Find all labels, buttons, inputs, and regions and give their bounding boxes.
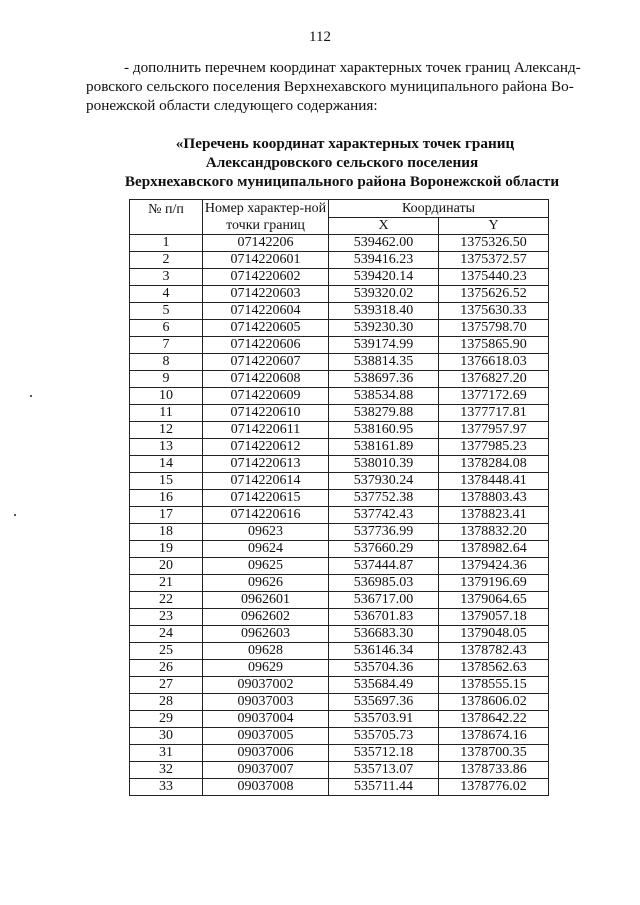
cell-number: 32 [130,762,203,779]
cell-y: 1378982.64 [439,541,549,558]
cell-number: 26 [130,660,203,677]
cell-point-number: 09037007 [203,762,329,779]
cell-y: 1378803.43 [439,490,549,507]
table-row [130,711,549,728]
cell-y: 1378674.16 [439,728,549,745]
cell-point-number: 0962601 [203,592,329,609]
intro-line: ровского сельского поселения Верхнехавского муниципального района Во- [86,78,574,95]
cell-point-number: 09037003 [203,694,329,711]
cell-y: 1375326.50 [439,235,549,252]
table-row [130,235,549,252]
table-row [130,388,549,405]
cell-x: 535712.18 [329,745,439,762]
cell-y: 1378284.08 [439,456,549,473]
table-row [130,456,549,473]
cell-point-number: 09626 [203,575,329,592]
table-row [130,592,549,609]
cell-number: 24 [130,626,203,643]
cell-number: 22 [130,592,203,609]
cell-number: 23 [130,609,203,626]
table-row [130,626,549,643]
cell-point-number: 0714220607 [203,354,329,371]
coordinates-table [129,199,549,796]
table-row [130,762,549,779]
cell-point-number: 0714220603 [203,286,329,303]
table-row [130,575,549,592]
cell-x: 539420.14 [329,269,439,286]
cell-x: 538697.36 [329,371,439,388]
cell-number: 3 [130,269,203,286]
cell-point-number: 0714220606 [203,337,329,354]
table-row [130,694,549,711]
table-row [130,660,549,677]
title-line: Верхнехавского муниципального района Воронежской области [124,173,560,190]
cell-y: 1378562.63 [439,660,549,677]
cell-x: 537930.24 [329,473,439,490]
cell-y: 1375630.33 [439,303,549,320]
cell-x: 538010.39 [329,456,439,473]
cell-x: 537752.38 [329,490,439,507]
cell-x: 538160.95 [329,422,439,439]
cell-x: 539318.40 [329,303,439,320]
cell-x: 536717.00 [329,592,439,609]
table-row [130,677,549,694]
cell-x: 536985.03 [329,575,439,592]
header-x: X [329,218,439,235]
cell-number: 20 [130,558,203,575]
table-row [130,252,549,269]
cell-number: 8 [130,354,203,371]
cell-point-number: 0714220613 [203,456,329,473]
cell-x: 535705.73 [329,728,439,745]
table-row [130,320,549,337]
cell-y: 1377957.97 [439,422,549,439]
cell-x: 538279.88 [329,405,439,422]
cell-point-number: 09037005 [203,728,329,745]
cell-number: 12 [130,422,203,439]
cell-number: 33 [130,779,203,796]
cell-number: 4 [130,286,203,303]
cell-y: 1378733.86 [439,762,549,779]
cell-number: 11 [130,405,203,422]
header-point-number: Номер характер-ной точки границ [203,200,329,235]
table-row [130,507,549,524]
cell-number: 30 [130,728,203,745]
cell-point-number: 0714220609 [203,388,329,405]
cell-y: 1378823.41 [439,507,549,524]
cell-x: 539174.99 [329,337,439,354]
cell-point-number: 09628 [203,643,329,660]
table-row [130,558,549,575]
cell-y: 1375865.90 [439,337,549,354]
cell-number: 1 [130,235,203,252]
cell-point-number: 0714220615 [203,490,329,507]
cell-point-number: 0714220601 [203,252,329,269]
cell-point-number: 07142206 [203,235,329,252]
cell-x: 536701.83 [329,609,439,626]
table-row [130,422,549,439]
cell-y: 1377985.23 [439,439,549,456]
cell-x: 537444.87 [329,558,439,575]
table-row [130,643,549,660]
table-row [130,490,549,507]
cell-x: 538534.88 [329,388,439,405]
cell-number: 16 [130,490,203,507]
cell-number: 6 [130,320,203,337]
cell-number: 17 [130,507,203,524]
cell-x: 535711.44 [329,779,439,796]
cell-y: 1376618.03 [439,354,549,371]
cell-point-number: 0714220612 [203,439,329,456]
table-row [130,286,549,303]
cell-y: 1375440.23 [439,269,549,286]
cell-x: 535704.36 [329,660,439,677]
cell-x: 539462.00 [329,235,439,252]
cell-x: 538161.89 [329,439,439,456]
cell-point-number: 09037002 [203,677,329,694]
table-row [130,541,549,558]
title-line: «Перечень координат характерных точек границ [175,135,515,152]
list-title [86,134,598,191]
table-row [130,354,549,371]
cell-y: 1376827.20 [439,371,549,388]
cell-y: 1378448.41 [439,473,549,490]
cell-y: 1378776.02 [439,779,549,796]
cell-point-number: 09629 [203,660,329,677]
cell-y: 1377717.81 [439,405,549,422]
cell-y: 1378782.43 [439,643,549,660]
cell-x: 538814.35 [329,354,439,371]
scan-speck [14,514,16,516]
cell-y: 1379048.05 [439,626,549,643]
cell-point-number: 0714220614 [203,473,329,490]
cell-y: 1378700.35 [439,745,549,762]
table-row [130,303,549,320]
cell-x: 537660.29 [329,541,439,558]
cell-x: 536146.34 [329,643,439,660]
cell-y: 1379196.69 [439,575,549,592]
cell-point-number: 0714220608 [203,371,329,388]
header-y: Y [439,218,549,235]
cell-point-number: 0714220616 [203,507,329,524]
page-number: 112 [309,29,331,45]
header-number: № п/п [130,200,203,235]
cell-y: 1375626.52 [439,286,549,303]
cell-point-number: 09624 [203,541,329,558]
cell-point-number: 09037008 [203,779,329,796]
cell-x: 535703.91 [329,711,439,728]
cell-y: 1377172.69 [439,388,549,405]
cell-x: 539416.23 [329,252,439,269]
cell-point-number: 0714220611 [203,422,329,439]
table-row [130,269,549,286]
cell-y: 1375372.57 [439,252,549,269]
cell-y: 1378832.20 [439,524,549,541]
cell-y: 1379424.36 [439,558,549,575]
intro-line: ронежской области следующего содержания: [86,97,378,114]
table-row [130,473,549,490]
table-row [130,779,549,796]
cell-y: 1379057.18 [439,609,549,626]
cell-point-number: 0962602 [203,609,329,626]
intro-paragraph [86,58,598,115]
table-row [130,524,549,541]
cell-number: 31 [130,745,203,762]
cell-point-number: 0714220604 [203,303,329,320]
cell-point-number: 09037006 [203,745,329,762]
table-row [130,745,549,762]
cell-number: 2 [130,252,203,269]
cell-point-number: 0714220610 [203,405,329,422]
table-row [130,337,549,354]
cell-point-number: 0714220602 [203,269,329,286]
cell-x: 535713.07 [329,762,439,779]
cell-number: 19 [130,541,203,558]
table-row [130,405,549,422]
cell-point-number: 09623 [203,524,329,541]
cell-x: 537736.99 [329,524,439,541]
table-row [130,728,549,745]
cell-number: 25 [130,643,203,660]
cell-x: 539320.02 [329,286,439,303]
cell-x: 537742.43 [329,507,439,524]
cell-number: 9 [130,371,203,388]
cell-point-number: 09037004 [203,711,329,728]
header-coordinates: Координаты [329,200,549,218]
cell-y: 1378555.15 [439,677,549,694]
cell-y: 1378606.02 [439,694,549,711]
cell-number: 15 [130,473,203,490]
cell-point-number: 09625 [203,558,329,575]
cell-number: 29 [130,711,203,728]
cell-point-number: 0714220605 [203,320,329,337]
cell-number: 21 [130,575,203,592]
cell-number: 14 [130,456,203,473]
scan-speck [30,395,32,397]
cell-number: 27 [130,677,203,694]
table-row [130,371,549,388]
cell-x: 535697.36 [329,694,439,711]
cell-number: 5 [130,303,203,320]
cell-y: 1379064.65 [439,592,549,609]
cell-number: 13 [130,439,203,456]
cell-number: 7 [130,337,203,354]
table-row [130,439,549,456]
cell-point-number: 0962603 [203,626,329,643]
cell-x: 535684.49 [329,677,439,694]
cell-y: 1378642.22 [439,711,549,728]
intro-line: - дополнить перечнем координат характерных точек границ Александ- [124,59,581,76]
cell-x: 536683.30 [329,626,439,643]
cell-number: 10 [130,388,203,405]
cell-number: 28 [130,694,203,711]
cell-y: 1375798.70 [439,320,549,337]
cell-number: 18 [130,524,203,541]
title-line: Александровского сельского поселения [205,154,479,171]
cell-x: 539230.30 [329,320,439,337]
table-row [130,609,549,626]
